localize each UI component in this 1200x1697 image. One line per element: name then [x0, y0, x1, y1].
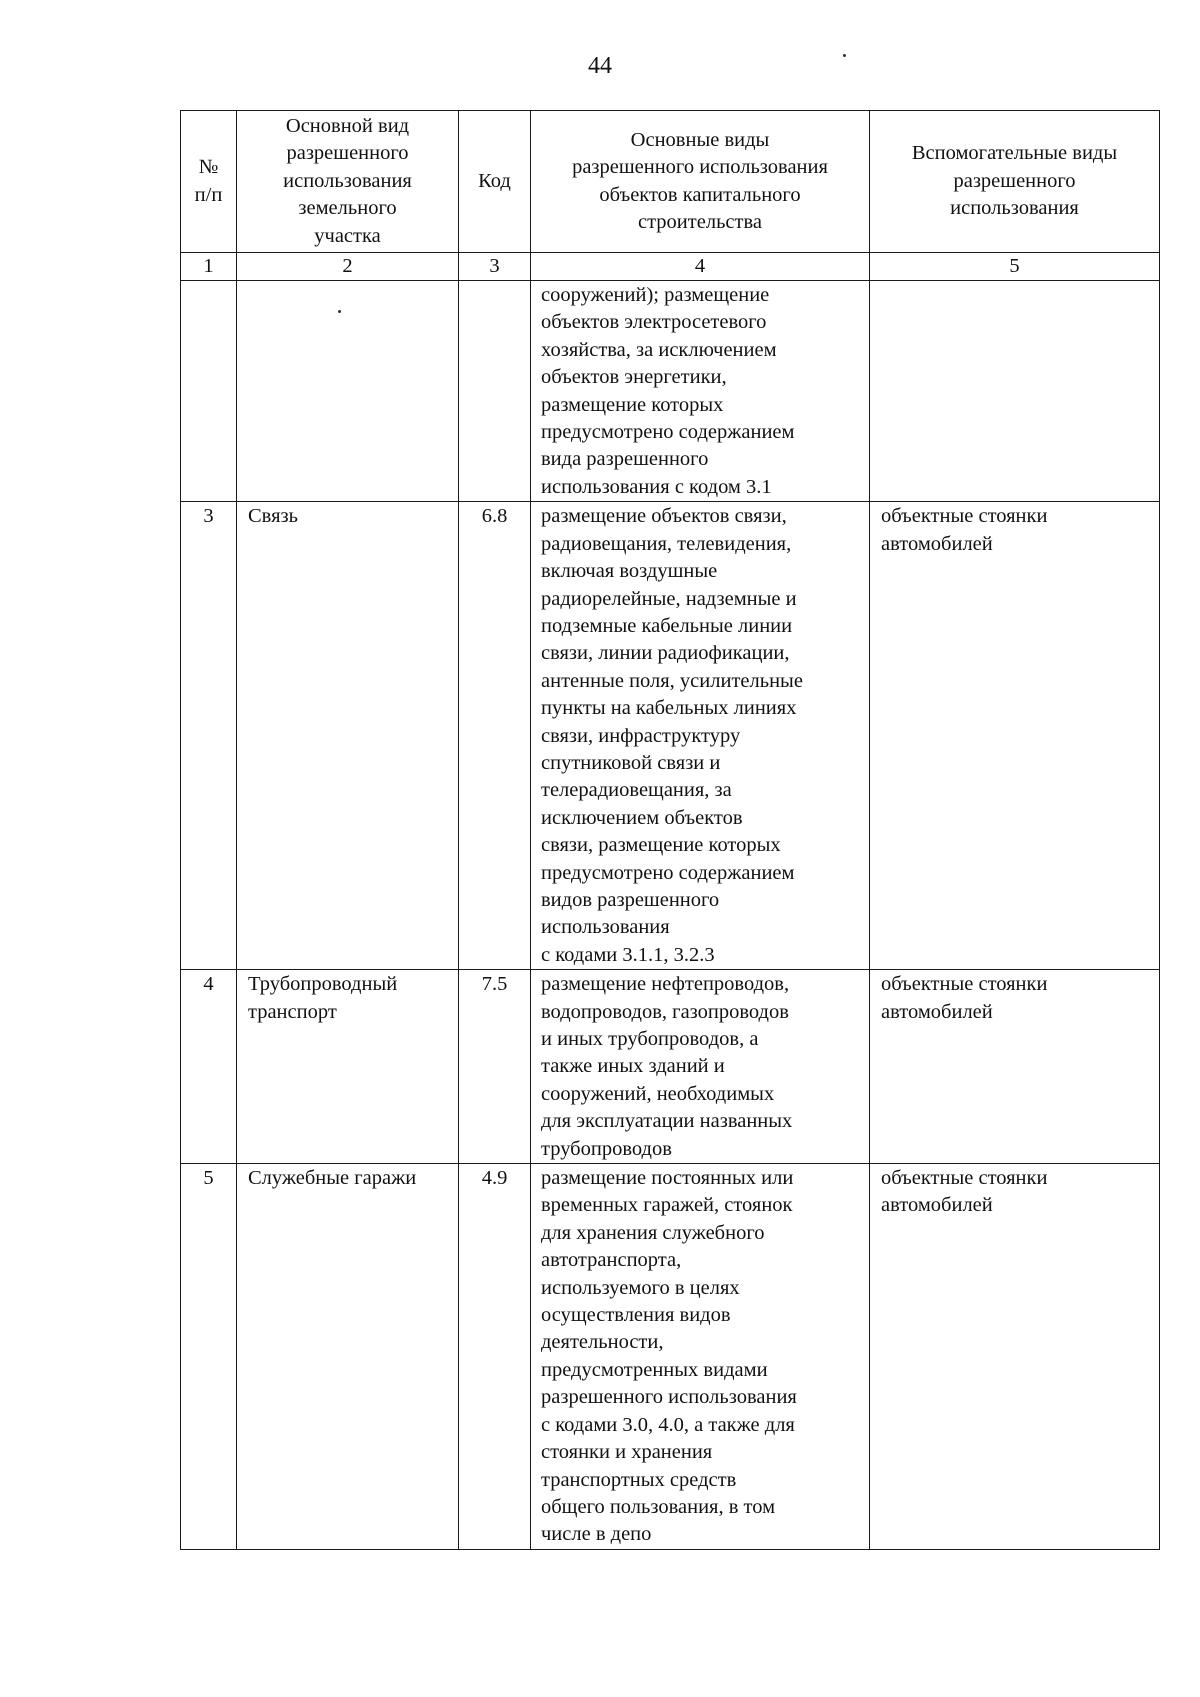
code-cell [459, 281, 531, 502]
text-line: хозяйства, за исключением [541, 338, 777, 361]
row-number-cell [181, 1164, 237, 1550]
page-number: 44 [588, 53, 612, 79]
text-line: исключением объектов [541, 806, 743, 829]
text-line: включая воздушные [541, 560, 718, 583]
table-body [181, 111, 1160, 1550]
text-line: транспорт [248, 1000, 337, 1023]
header-cell-code [459, 111, 531, 253]
text-line: вида разрешенного [541, 448, 709, 471]
text-line: разрешенного [286, 142, 409, 165]
text-line: размещение постоянных или [541, 1167, 794, 1190]
text-line: Код [478, 169, 511, 192]
text-line: автотранспорта, [541, 1249, 682, 1272]
scan-speck [338, 310, 341, 313]
auxiliary-uses-cell [870, 970, 1160, 1164]
capital-uses-cell [531, 502, 870, 970]
text-line: размещение которых [541, 393, 724, 416]
text-line: с кодами 3.1.1, 3.2.3 [541, 943, 715, 966]
auxiliary-uses-cell [870, 502, 1160, 970]
text-line: осуществления видов [541, 1304, 731, 1327]
text-line: разрешенного использования [541, 1386, 797, 1409]
text-line: объектов энергетики, [541, 366, 727, 389]
text-line: Вспомогательные виды [911, 142, 1118, 165]
text-line: связи, размещение которых [541, 834, 781, 857]
capital-uses-cell [531, 281, 870, 502]
table-row [181, 1164, 1160, 1550]
text-line: размещение нефтепроводов, [541, 973, 790, 996]
text-line: использования [950, 197, 1079, 220]
text-line: спутниковой связи и [541, 751, 721, 774]
text-line: Связь [248, 505, 298, 528]
text-line: числе в депо [541, 1523, 652, 1546]
column-number: 1 [181, 253, 237, 281]
text-line: антенные поля, усилительные [541, 669, 803, 692]
text-line: объектные стоянки [881, 505, 1048, 528]
row-number: 3 [203, 505, 214, 528]
text-line: объектов капитального [599, 183, 801, 206]
text-line: трубопроводов [541, 1137, 672, 1160]
row-number: 5 [203, 1167, 214, 1190]
text-line: телерадиовещания, за [541, 779, 732, 802]
text-line: размещение объектов связи, [541, 505, 787, 528]
text-line: радиорелейные, надземные и [541, 587, 797, 610]
text-line: автомобилей [881, 1194, 993, 1217]
column-number: 4 [531, 253, 870, 281]
text-line: видов разрешенного [541, 888, 720, 911]
column-number: 3 [459, 253, 531, 281]
auxiliary-uses-cell [870, 1164, 1160, 1550]
text-line: связи, инфраструктуру [541, 724, 741, 747]
scan-speck [843, 54, 846, 57]
text-line: объектные стоянки [881, 973, 1048, 996]
text-line: транспортных средств [541, 1468, 737, 1491]
text-line: предусмотрено содержанием [541, 421, 795, 444]
text-line: для хранения служебного [541, 1221, 765, 1244]
table-row [181, 281, 1160, 502]
row-number: 4 [203, 973, 214, 996]
header-cell-capital-uses [531, 111, 870, 253]
text-line: Служебные гаражи [248, 1167, 417, 1190]
text-line: пункты на кабельных линиях [541, 697, 797, 720]
header-cell-auxiliary-uses [870, 111, 1160, 253]
text-line: автомобилей [881, 1000, 993, 1023]
code-cell [459, 970, 531, 1164]
text-line: с кодами 3.0, 4.0, а также для [541, 1413, 795, 1436]
header-cell-number [181, 111, 237, 253]
row-number-cell [181, 502, 237, 970]
text-line: разрешенного [953, 169, 1076, 192]
text-line: п/п [194, 183, 223, 206]
main-use-cell [237, 281, 459, 502]
text-line: и иных трубопроводов, а [541, 1028, 759, 1050]
text-line: временных гаражей, стоянок [541, 1194, 793, 1217]
row-number-cell [181, 970, 237, 1164]
land-use-table [180, 110, 1160, 1550]
main-use-cell [237, 502, 459, 970]
text-line: общего пользования, в том [541, 1495, 776, 1518]
capital-uses-cell [531, 970, 870, 1164]
text-line: сооружений); размещение [541, 284, 770, 307]
column-number-row [181, 253, 1160, 281]
text-line: строительства [638, 210, 762, 233]
text-line: стоянки и хранения [541, 1441, 713, 1464]
text-line: используемого в целях [541, 1276, 740, 1299]
row-number-cell [181, 281, 237, 502]
auxiliary-uses-cell [870, 281, 1160, 502]
text-line: Основные виды [630, 128, 770, 151]
text-line: автомобилей [881, 532, 993, 555]
text-line: № [198, 156, 219, 179]
main-use-cell [237, 970, 459, 1164]
text-line: деятельности, [541, 1331, 664, 1354]
text-line: сооружений, необходимых [541, 1082, 775, 1105]
text-line: разрешенного использования [572, 156, 828, 179]
text-line: предусмотренных видами [541, 1358, 768, 1381]
code-cell [459, 1164, 531, 1550]
header-cell-main-use [237, 111, 459, 253]
text-line: использования с кодом 3.1 [541, 475, 772, 498]
text-line: Основной вид [285, 115, 410, 137]
text-line: земельного [298, 197, 397, 220]
table-row [181, 970, 1160, 1164]
text-line: участка [314, 224, 381, 247]
text-line: объектные стоянки [881, 1167, 1048, 1190]
use-code: 7.5 [481, 973, 508, 996]
text-line: использования [283, 169, 412, 192]
capital-uses-cell [531, 1164, 870, 1550]
text-line: предусмотрено содержанием [541, 861, 795, 884]
text-line: связи, линии радиофикации, [541, 642, 790, 665]
text-line: для эксплуатации названных [541, 1110, 793, 1133]
text-line: использования [541, 916, 670, 939]
text-line: также иных зданий и [541, 1055, 725, 1078]
text-line: радиовещания, телевидения, [541, 532, 792, 555]
column-number: 2 [237, 253, 459, 281]
text-line: подземные кабельные линии [541, 614, 793, 637]
table-row [181, 502, 1160, 970]
text-line: водопроводов, газопроводов [541, 1000, 789, 1023]
column-number: 5 [870, 253, 1160, 281]
main-use-cell [237, 1164, 459, 1550]
header-row [181, 111, 1160, 253]
text-line: Трубопроводный [248, 973, 398, 996]
code-cell [459, 502, 531, 970]
text-line: объектов электросетевого [541, 311, 767, 334]
use-code: 4.9 [481, 1167, 508, 1190]
use-code: 6.8 [481, 505, 508, 528]
